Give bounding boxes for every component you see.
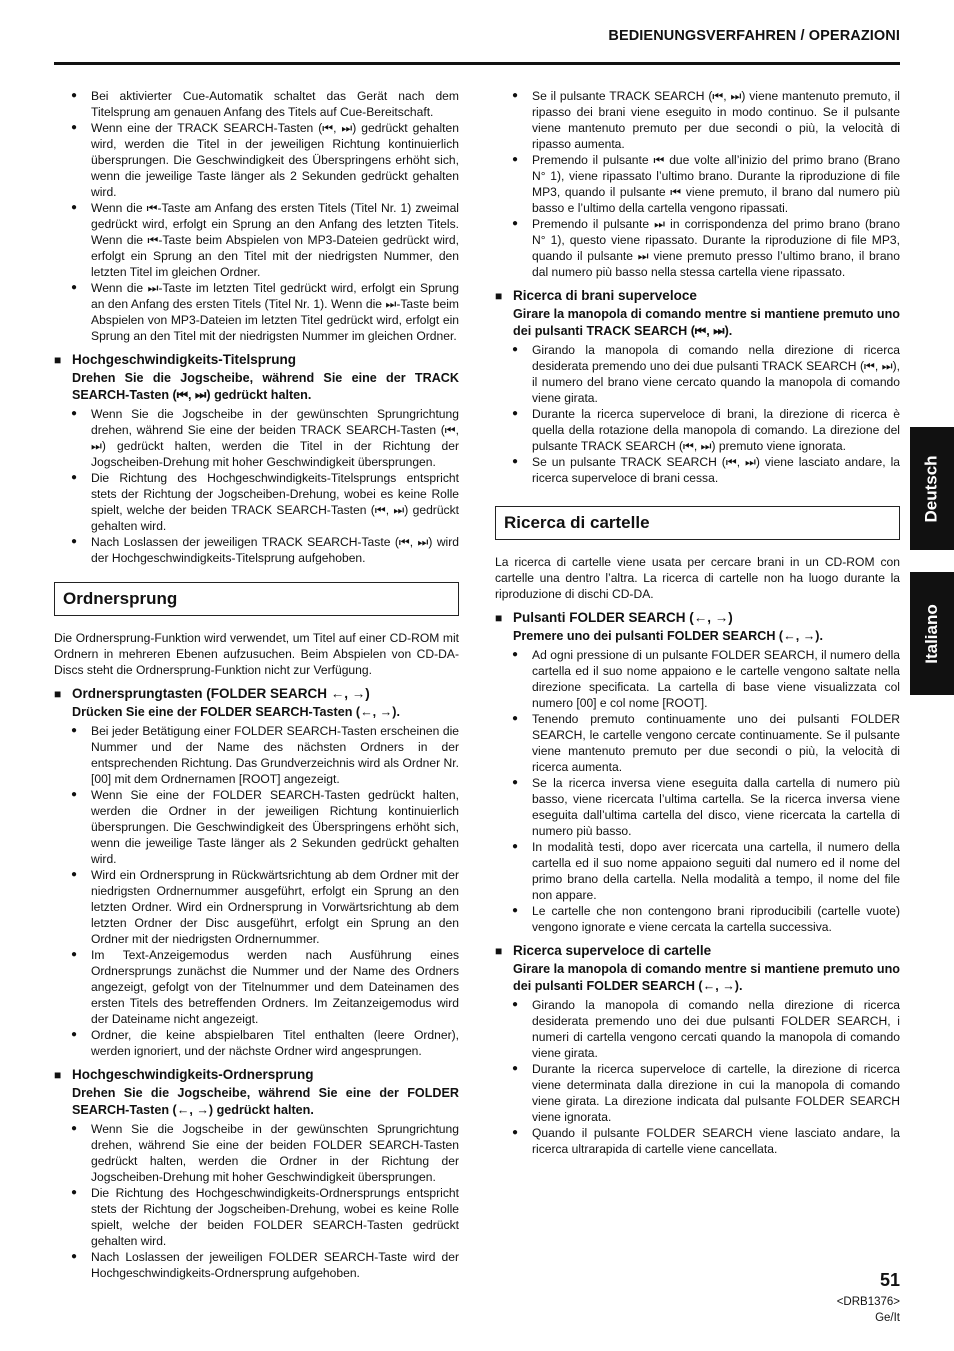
section-heading: ■ Ricerca superveloce di cartelle bbox=[495, 943, 712, 958]
instruction: Girare la manopola di comando mentre si mantiene premuto uno dei pulsanti TRACK SEARCH (⏮, ⏭). bbox=[513, 307, 900, 338]
list-item: ● Bei aktivierter Cue-Automatik schaltet das Gerät nach dem Titelsprung am genauen Anfang des Titels auf Cue-Bereitschaft. bbox=[71, 89, 459, 119]
section-heading: ■ Pulsanti FOLDER SEARCH (←, →) bbox=[495, 610, 733, 625]
list-item: ● Girando la manopola di comando nella direzione di ricerca desiderata premendo uno dei due pulsanti FOLDER SEARCH, i numeri di cartella vengono cercati quando la manopola di comando viene girata. bbox=[512, 998, 900, 1060]
list-item: ● Wenn die ⏮-Taste am Anfang des ersten Titels (Titel Nr. 1) zweimal gedrückt wird, erfolgt ein Sprung an den Anfang des letzten Titels. Wenn die ⏮-Taste beim Abspielen von MP3-Dateien gedrückt wird, erfolgt ein Sprung an den Titel mit der niedrigsten Nummer, den letzten Titel im gleichen Ordner. bbox=[71, 201, 459, 279]
list-item: ● Se un pulsante TRACK SEARCH (⏮, ⏭) viene lasciato andare, la ricerca superveloce di brani cessa. bbox=[512, 455, 900, 485]
doc-lang-code: Ge/It bbox=[875, 1312, 900, 1324]
list-item: ● Se il pulsante TRACK SEARCH (⏮, ⏭) viene mantenuto premuto, il ripasso dei brani viene eseguito in modo continuo. Se il pulsante viene mantenuto premuto per due secondi o più, la velocità di ripasso aumenta. bbox=[512, 89, 900, 151]
section-heading: ■ Ricerca di brani superveloce bbox=[495, 288, 697, 303]
list-item: ● Wird ein Ordnersprung in Rückwärtsrichtung ab dem Ordner mit der niedrigsten Ordnernummer ausgeführt, erfolgt ein Sprung an den letzten Ordner. Wird ein Ordnersprung in Vorwärtsrichtung ab dem letzten Ordner der Disc ausgeführt, erfolgt ein Sprung an den Ordner mit der niedrigsten Ordnernummer. bbox=[71, 868, 459, 946]
list-item: ● Durante la ricerca superveloce di cartelle, la direzione di ricerca viene determinata dalla direzione in cui la manopola di comando viene girata. La direzione indicata dal pulsante FOLDER SEARCH viene ignorata. bbox=[512, 1062, 900, 1124]
instruction: Drehen Sie die Jogscheibe, während Sie eine der TRACK SEARCH-Tasten (⏮, ⏭) gedrückt halten. bbox=[72, 371, 459, 402]
list-item: ● Se la ricerca inversa viene eseguita dalla cartella di numero più basso, viene ricercata l’ultima cartella. Se la ricerca inversa viene eseguita dall’ultima cartella del disco, viene ricercata la cartella di numero più basso. bbox=[512, 776, 900, 838]
doc-code bbox=[837, 1294, 900, 1326]
instruction: Drücken Sie eine der FOLDER SEARCH-Tasten (←, →). bbox=[72, 705, 400, 719]
list-item: ● Ordner, die keine abspielbaren Titel enthalten (leere Ordner), werden ignoriert, und der nächste Ordner wird angesprungen. bbox=[71, 1028, 459, 1058]
intro-paragraph: Die Ordnersprung-Funktion wird verwendet, um Titel auf einer CD-ROM mit Ordnern in mehreren Ebenen aufzusuchen. Beim Abspielen von CD-DA-Discs steht die Ordnersprung-Funktion nicht zur Verfügung. bbox=[54, 631, 459, 677]
doc-code-id: <DRB1376> bbox=[836, 1296, 900, 1308]
section-box-title: Ordnersprung bbox=[54, 582, 459, 616]
list-item: ● Nach Loslassen der jeweiligen TRACK SEARCH-Taste (⏮, ⏭) wird der Hochgeschwindigkeits-Titelsprung aufgehoben. bbox=[71, 535, 459, 565]
list-item: ● Premendo il pulsante ⏮ due volte all’inizio del primo brano (Brano N° 1), viene ripassato l’ultimo brano. Durante la riproduzione di file MP3, quando il pulsante ⏮ viene premuto, il brano dal numero più basso e l’ultimo della cartella vengono ripassati. bbox=[512, 153, 900, 215]
page-header bbox=[54, 28, 900, 65]
instruction: Girare la manopola di comando mentre si mantiene premuto uno dei pulsanti FOLDER SEARCH (←, →). bbox=[513, 962, 900, 993]
page-number: 51 bbox=[879, 1270, 900, 1290]
section-heading: ■ Hochgeschwindigkeits-Ordnersprung bbox=[54, 1067, 314, 1082]
section-box-title: Ricerca di cartelle bbox=[495, 506, 900, 540]
header-rule bbox=[54, 64, 900, 65]
intro-paragraph: La ricerca di cartelle viene usata per cercare brani in un CD-ROM con cartelle una dentro l’altra. La ricerca di cartelle non ha luogo durante la riproduzione di dischi CD-DA. bbox=[495, 555, 900, 601]
left-column bbox=[54, 88, 459, 1281]
list-item: ● Wenn Sie eine der FOLDER SEARCH-Tasten gedrückt halten, werden die Ordner in der jeweiligen Richtung kontinuierlich übersprungen. Die Geschwindigkeit des Überspringens erhöht sich, wenn die jeweilige Taste länger als 2 Sekunden gedrückt gehalten wird. bbox=[71, 788, 459, 866]
instruction: Premere uno dei pulsanti FOLDER SEARCH (←, →). bbox=[513, 629, 823, 643]
list-item: ● Ad ogni pressione di un pulsante FOLDER SEARCH, il numero della cartella ed il suo nome appaiono e le cartelle vengono saltate nella direzione specificata. La cartella di base viene visualizzata col numero [00] e col nome [ROOT]. bbox=[512, 648, 900, 710]
list-item: ● Nach Loslassen der jeweiligen FOLDER SEARCH-Taste wird der Hochgeschwindigkeits-Ordnersprung aufgehoben. bbox=[71, 1250, 459, 1280]
list-item: ● Premendo il pulsante ⏭ in corrispondenza del primo brano (brano N° 1), questo viene ripassato. Durante la riproduzione di file MP3, quando il pulsante ⏭ viene premuto presso l’ultimo brano, il brano dal numero più basso nella stessa cartella viene ripassato. bbox=[512, 217, 900, 279]
list-item: ● In modalità testi, dopo aver ricercata una cartella, il numero della cartella ed il suo nome appaiono seguiti dal numero ed il nome del primo brano della cartella. Nella modalità a tempo, il nome del file non appare. bbox=[512, 840, 900, 902]
list-item: ● Wenn Sie die Jogscheibe in der gewünschten Sprungrichtung drehen, während Sie eine der beiden TRACK SEARCH-Tasten (⏮, ⏭) gedrückt halten, werden die Titel in der Richtung der Jogscheiben-Drehung mit hoher Geschwindigkeit übersprungen. bbox=[71, 407, 459, 469]
list-item: ● Le cartelle che non contengono brani riproducibili (cartelle vuote) vengono ignorate e viene cercata la cartella successiva. bbox=[512, 904, 900, 934]
list-item: ● Wenn Sie die Jogscheibe in der gewünschten Sprungrichtung drehen, während Sie eine der beiden FOLDER SEARCH-Tasten gedrückt halten, werden die Ordner in der Richtung der Jogscheiben-Drehung mit hoher Geschwindigkeit übersprungen. bbox=[71, 1122, 459, 1184]
list-item: ● Wenn die ⏭-Taste im letzten Titel gedrückt wird, erfolgt ein Sprung an den Anfang des ersten Titels (Titel Nr. 1). Wenn die ⏭-Taste beim Abspielen von MP3-Dateien im letzten Titel gedrückt wird, erfolgt ein Sprung an den Titel mit der niedrigsten Nummer im gleichen Ordner. bbox=[71, 281, 459, 343]
right-column bbox=[495, 88, 900, 1157]
list-item: ● Im Text-Anzeigemodus werden nach Ausführung eines Ordnersprungs zunächst die Nummer und der Name des Ordners angezeigt, gefolgt von der Titelnummer und dem Dateinamen des ersten Titels des betreffenden Ordners. Im Zeitanzeigemodus wird der Dateiname nicht angezeigt. bbox=[71, 948, 459, 1026]
list-item: ● Durante la ricerca superveloce di brani, la direzione di ricerca è quella della rotazione della manopola di comando. La direzione del pulsante TRACK SEARCH (⏮, ⏭) premuto viene ignorata. bbox=[512, 407, 900, 453]
list-item: ● Tenendo premuto continuamente uno dei pulsanti FOLDER SEARCH, le cartelle vengono cercate continuamente. Se il pulsante viene mantenuto premuto per due secondi o più, la velocità di ricerca aumenta. bbox=[512, 712, 900, 774]
header-title: BEDIENUNGSVERFAHREN / OPERAZIONI bbox=[608, 28, 900, 44]
list-item: ● Wenn eine der TRACK SEARCH-Tasten (⏮, ⏭) gedrückt gehalten wird, werden die Titel in der jeweiligen Richtung kontinuierlich übersprungen. Die Geschwindigkeit des Überspringens erhöht sich, wenn die jeweilige Taste länger als 2 Sekunden gedrückt gehalten wird. bbox=[71, 121, 459, 199]
language-tab-italiano: Italiano bbox=[910, 572, 954, 695]
list-item: ● Die Richtung des Hochgeschwindigkeits-Ordnersprungs entspricht stets der Richtung der Jogscheiben-Drehung, wobei es keine Rolle spielt, welche der beiden FOLDER SEARCH-Tasten gedrückt gehalten wird. bbox=[71, 1186, 459, 1248]
language-tab-deutsch: Deutsch bbox=[910, 427, 954, 550]
list-item: ● Quando il pulsante FOLDER SEARCH viene lasciato andare, la ricerca ultrarapida di cartelle viene cancellata. bbox=[512, 1126, 900, 1156]
list-item: ● Bei jeder Betätigung einer FOLDER SEARCH-Tasten erscheinen die Nummer und der Name des nächsten Ordners in der entsprechenden Richtung. Das Grundverzeichnis wird als Ordner Nr. [00] mit dem Ordnernamen [ROOT] angezeigt. bbox=[71, 724, 459, 786]
section-heading: ■ Hochgeschwindigkeits-Titelsprung bbox=[54, 352, 297, 367]
list-item: ● Die Richtung des Hochgeschwindigkeits-Titelsprungs entspricht stets der Richtung der Jogscheiben-Drehung, wobei es keine Rolle spielt, welche der beiden TRACK SEARCH-Tasten (⏮, ⏭) gedrückt gehalten wird. bbox=[71, 471, 459, 533]
list-item: ● Girando la manopola di comando nella direzione di ricerca desiderata premendo uno dei due pulsanti TRACK SEARCH (⏮, ⏭), il numero del brano viene cercato quando la manopola di comando viene girata. bbox=[512, 343, 900, 405]
section-heading: ■ Ordnersprungtasten (FOLDER SEARCH ←, →) bbox=[54, 686, 370, 701]
instruction: Drehen Sie die Jogscheibe, während Sie eine der FOLDER SEARCH-Tasten (←, →) gedrückt halten. bbox=[72, 1086, 459, 1117]
